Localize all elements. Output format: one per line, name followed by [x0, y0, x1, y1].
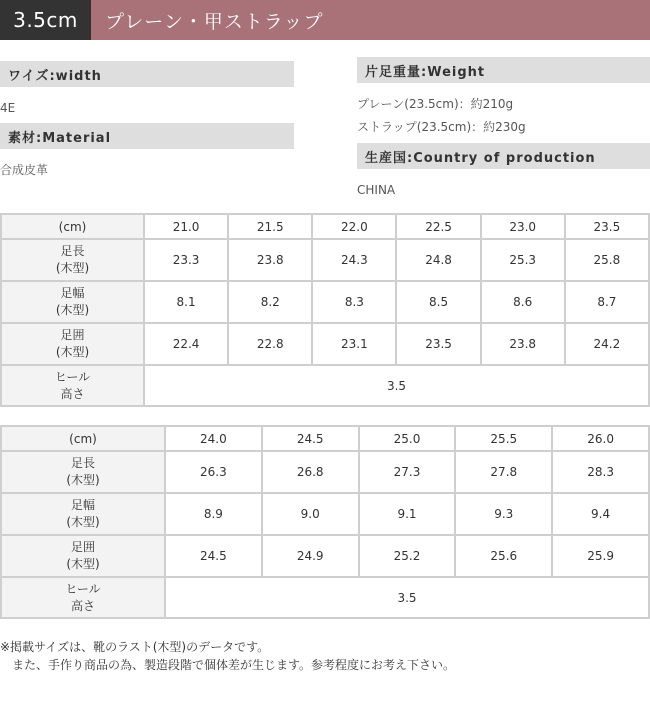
value-cell: 22.8 [228, 323, 312, 365]
value-cell: 22.4 [144, 323, 228, 365]
size-cell: 21.5 [228, 214, 312, 239]
spec-weight-plain: プレーン(23.5cm)：約210g [357, 97, 514, 111]
value-cell: 27.3 [359, 451, 456, 493]
row-label-line2: (木型) [55, 345, 90, 359]
size-cell: 21.0 [144, 214, 228, 239]
size-cell: 25.0 [359, 426, 456, 451]
heel-height-value: 3.5 [165, 577, 649, 618]
row-label [1, 323, 144, 365]
row-label [1, 577, 165, 618]
row-label-line1: 足長 [70, 456, 95, 470]
product-title: プレーン・甲ストラップ [91, 0, 650, 40]
table-row-foot-width [1, 281, 649, 323]
row-label-line1: ヒール [65, 581, 101, 596]
value-cell: 28.3 [552, 451, 649, 493]
size-cell: 22.5 [396, 214, 480, 239]
row-label-line2: 高さ [70, 598, 95, 613]
value-cell: 24.5 [165, 535, 262, 577]
spec-material [0, 123, 294, 182]
value-cell: 8.7 [565, 281, 649, 323]
size-header-row [1, 426, 649, 451]
row-label-line1: 足長 [60, 244, 85, 258]
spec-weight-values [357, 93, 650, 139]
spec-width-value: 4E [0, 101, 16, 115]
value-cell: 24.9 [262, 535, 359, 577]
value-cell: 23.1 [312, 323, 396, 365]
value-cell: 26.3 [165, 451, 262, 493]
row-label [1, 493, 165, 535]
row-label [1, 365, 144, 406]
row-label [1, 535, 165, 577]
heel-height-badge: 3.5cm [0, 0, 91, 40]
row-label-line1: 足幅 [70, 498, 95, 512]
row-label-line2: (木型) [66, 473, 100, 487]
spec-material-label: 素材:Material [0, 123, 294, 149]
table-row-foot-girth [1, 323, 649, 365]
value-cell: 25.3 [481, 239, 565, 281]
unit-cell: (cm) [1, 426, 165, 451]
value-cell: 25.9 [552, 535, 649, 577]
size-header-row [1, 214, 649, 239]
row-label [1, 281, 144, 323]
value-cell: 8.2 [228, 281, 312, 323]
value-cell: 23.5 [396, 323, 480, 365]
spec-origin [357, 143, 650, 202]
spec-width [0, 61, 294, 120]
spec-material-value: 合成皮革 [0, 163, 49, 177]
row-label-line1: 足囲 [70, 540, 95, 554]
row-label [1, 239, 144, 281]
table-row-foot-width [1, 493, 649, 535]
size-cell: 23.0 [481, 214, 565, 239]
spec-weight-label: 片足重量:Weight [357, 57, 650, 83]
value-cell: 25.2 [359, 535, 456, 577]
value-cell: 9.3 [455, 493, 552, 535]
page-header [0, 0, 650, 40]
table-row-heel [1, 577, 649, 618]
value-cell: 8.3 [312, 281, 396, 323]
value-cell: 8.1 [144, 281, 228, 323]
size-cell: 22.0 [312, 214, 396, 239]
row-label [1, 451, 165, 493]
size-cell: 26.0 [552, 426, 649, 451]
size-table-1 [0, 213, 650, 407]
value-cell: 23.3 [144, 239, 228, 281]
table-row-foot-girth [1, 535, 649, 577]
spec-origin-value: CHINA [357, 183, 396, 197]
size-cell: 25.5 [455, 426, 552, 451]
row-label-line1: ヒール [54, 369, 91, 384]
value-cell: 23.8 [481, 323, 565, 365]
size-table-2 [0, 425, 650, 619]
value-cell: 24.2 [565, 323, 649, 365]
value-cell: 27.8 [455, 451, 552, 493]
footnote-line: また、手作り商品の為、製造段階で個体差が生じます。参考程度にお考え下さい。 [0, 658, 456, 672]
spec-origin-label: 生産国:Country of production [357, 143, 650, 169]
spec-width-label: ワイズ:width [0, 61, 294, 87]
row-label-line2: (木型) [66, 557, 100, 571]
value-cell: 25.6 [455, 535, 552, 577]
footnote-line: ※掲載サイズは、靴のラスト(木型)のデータです。 [0, 640, 270, 654]
size-cell: 24.5 [262, 426, 359, 451]
value-cell: 9.0 [262, 493, 359, 535]
table-row-heel [1, 365, 649, 406]
row-label-line2: 高さ [60, 386, 85, 401]
table-row-foot-length [1, 451, 649, 493]
value-cell: 24.8 [396, 239, 480, 281]
row-label-line2: (木型) [55, 303, 90, 317]
footnote [0, 638, 455, 674]
heel-height-value: 3.5 [144, 365, 649, 406]
value-cell: 25.8 [565, 239, 649, 281]
value-cell: 24.3 [312, 239, 396, 281]
row-label-line1: 足幅 [60, 286, 85, 300]
value-cell: 9.1 [359, 493, 456, 535]
row-label-line2: (木型) [66, 515, 100, 529]
value-cell: 8.6 [481, 281, 565, 323]
size-cell: 24.0 [165, 426, 262, 451]
size-cell: 23.5 [565, 214, 649, 239]
spec-weight [357, 57, 650, 139]
value-cell: 9.4 [552, 493, 649, 535]
row-label-line2: (木型) [55, 261, 90, 275]
unit-cell: (cm) [1, 214, 144, 239]
value-cell: 8.9 [165, 493, 262, 535]
value-cell: 8.5 [396, 281, 480, 323]
table-row-foot-length [1, 239, 649, 281]
value-cell: 23.8 [228, 239, 312, 281]
spec-weight-strap: ストラップ(23.5cm)：約230g [357, 120, 526, 134]
row-label-line1: 足囲 [60, 328, 85, 342]
value-cell: 26.8 [262, 451, 359, 493]
